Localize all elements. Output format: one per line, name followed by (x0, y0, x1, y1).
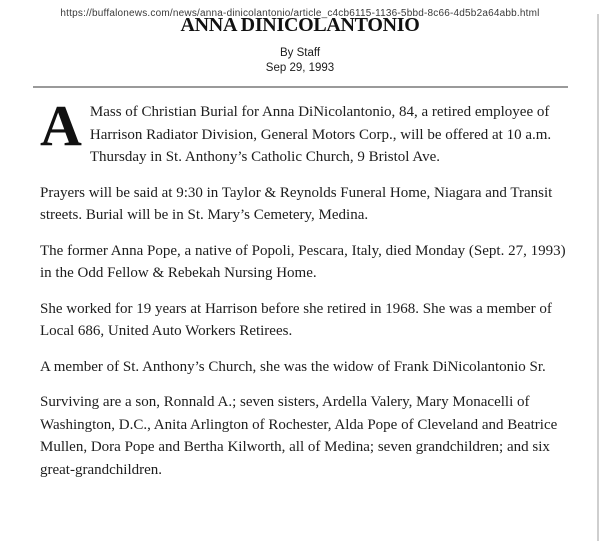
paragraph-text: Mass of Christian Burial for Anna DiNicolantonio, 84, a retired employee of Harrison Radiator Division, General Motors Corp., will be offered at 10 a.m. Thursday in St. Anthony’s Catholic Church, 9 Bristol Ave. (89, 104, 552, 165)
article-body (40, 93, 570, 481)
article-paragraph: A member of St. Anthony’s Church, she was the widow of Frank DiNicolantonio Sr. (40, 358, 546, 375)
article-paragraph (40, 93, 570, 169)
article-paragraph: Surviving are a son, Ronnald A.; seven sisters, Ardella Valery, Mary Monacelli of Washington, D.C., Anita Arlington of Rochester, Alda Pope of Cleveland and Beatrice Mullen, Dora Pope and Bertha Kilworth, all of Medina; seven grandchildren; and six great-grandchildren. (40, 394, 558, 478)
byline: By Staff (279, 47, 321, 59)
page-url-line: https://buffalonews.com/news/anna-dinicolantonio/article_c4cb6115-1136-5bbd-8c66-4d5b2a64abb.html (60, 8, 540, 19)
article-paragraph: She worked for 19 years at Harrison before she retired in 1968. She was a member of Local 686, United Auto Workers Retirees. (40, 300, 552, 339)
article-title: ANNA DINICOLANTONIO (180, 14, 420, 36)
publish-date: Sep 29, 1993 (265, 62, 335, 74)
divider-rule (33, 86, 568, 88)
article-paragraph: Prayers will be said at 9:30 in Taylor & Reynolds Funeral Home, Niagara and Transit streets. Burial will be in St. Mary’s Cemetery, Medina. (40, 184, 553, 223)
article-page (0, 8, 600, 541)
article-paragraph: The former Anna Pope, a native of Popoli, Pescara, Italy, died Monday (Sept. 27, 1993) in the Odd Fellow & Rebekah Nursing Home. (40, 242, 566, 281)
page-right-edge (597, 14, 599, 541)
drop-cap: A (40, 93, 82, 158)
